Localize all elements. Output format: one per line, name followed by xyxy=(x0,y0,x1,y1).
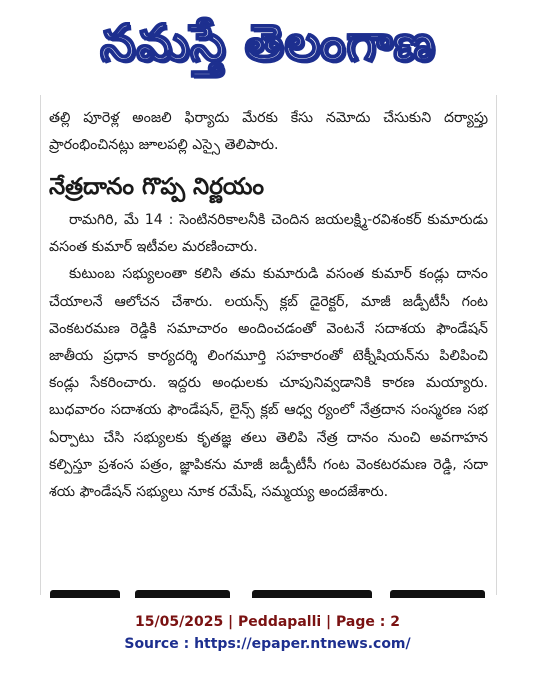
cut-text-fragment xyxy=(252,590,372,598)
masthead-title: నమస్తే తెలంగాణ xyxy=(100,14,436,72)
article-paragraph: కుటుంబ సభ్యులంతా కలిసి తమ కుమారుడి వసంత కుమార్ కండ్లు దానం చేయాలనే ఆలోచన చేశారు. లయన్స్ క్లబ్ డైరెక్టర్, మాజీ జడ్పీటీసీ గంట వెంకటరమణ రెడ్డికి సమాచారం అందించడంతో వెంటనే సదాశయ ఫౌండేషన్ జాతీయ ప్రధాన కార్యదర్శి లింగమూర్తి సహకారంతో టెక్నీషియన్‌ను పిలిపించి కండ్లు సేకరించారు. ఇద్దరు అంధులకు చూపునివ్వడానికి కారణ మయ్యారు. బుధవారం సదాశయ ఫౌండేషన్, లైన్స్ క్లబ్ ఆధ్వ ర్యంలో నేత్రదాన సంస్మరణ సభ ఏర్పాటు చేసి సభ్యులకు కృతజ్ఞ తలు తెలిపి నేత్ర దానం నుంచి అవగాహన కల్పిస్తూ ప్రశంస పత్రం, జ్ఞాపికను మాజీ జడ్పీటీసీ గంట వెంకటరమణ రెడ్డి, సదా శయ ఫౌండేషన్ సభ్యులు నూక రమేష్, సమ్మయ్య అందజేశారు. xyxy=(49,266,488,501)
article-body xyxy=(49,207,488,506)
article-clipping xyxy=(40,95,497,595)
cut-text-fragment xyxy=(390,590,485,598)
previous-article-tail: తల్లి పూరెళ్ల అంజలి ఫిర్యాదు మేరకు కేసు నమోదు చేసుకుని దర్యాప్తు ప్రారంభించినట్లు జూలపల్లి ఎస్సై తెలిపారు. xyxy=(49,110,488,153)
cut-text-fragment xyxy=(50,590,120,598)
article-headline: నేత్రదానం గొప్ప నిర్ణయం xyxy=(49,174,265,200)
cut-text-fragment xyxy=(135,590,230,598)
article-paragraph: రామగిరి, మే 14 : సెంటినరికాలనీకి చెందిన జయలక్ష్మి-రవిశంకర్ కుమారుడు వసంత కుమార్ ఇటీవల మరణించారు. xyxy=(49,212,488,256)
next-headline-cut xyxy=(40,584,495,598)
newspaper-masthead xyxy=(68,8,468,78)
edition-info: 15/05/2025 | Peddapalli | Page : 2 xyxy=(135,614,400,630)
source-link[interactable]: Source : https://epaper.ntnews.com/ xyxy=(124,636,411,652)
